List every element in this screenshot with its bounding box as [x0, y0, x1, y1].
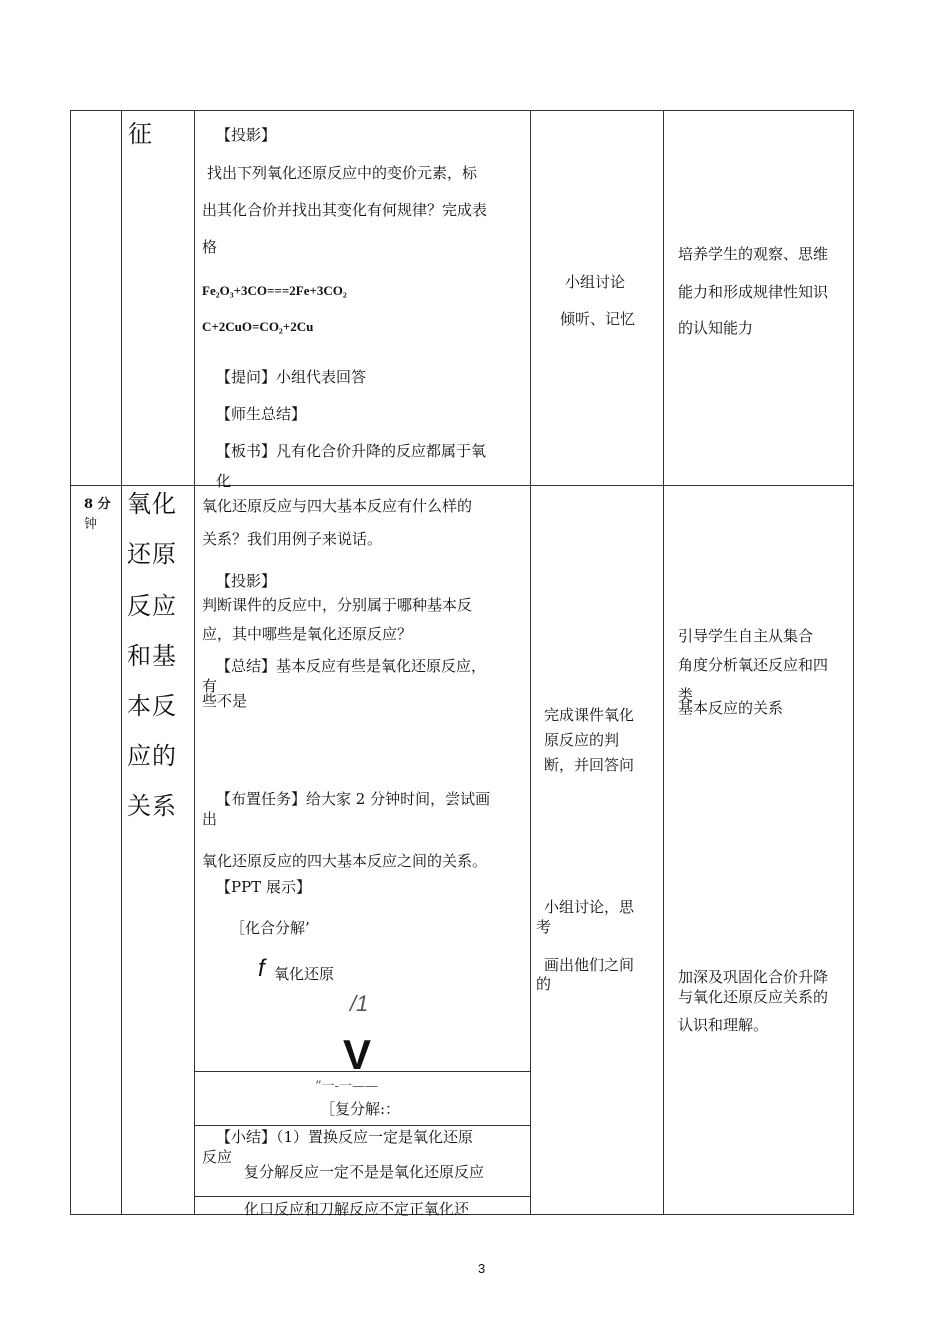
equation-2: C+2CuO=CO₂+2Cu	[202, 319, 314, 334]
col-border	[121, 110, 122, 1215]
row-divider	[70, 485, 854, 486]
col-border	[663, 110, 664, 1215]
document-page: 征 【投影】 找出下列氧化还原反应中的变价元素，标 出其化合价并找出其变化有何规律？完成表 格 Fe₂O₃+3CO===2Fe+3CO₂ C+2CuO=CO₂+2Cu 【提问】小组代表回答 【师生总结】 【板书】凡有化合价升降的反应都属于氧 化 小组讨论 倾听、记忆 培养学生的观察、思维 能力和形成规律性知识 的认知能力 8 分 钟 氧化 还原 反应 和基 本反 应的 关系 氧化还原反应与四大基本反应有什么样的 关系？我们用例子来说话。 【投影】 判断课件的反应中，分别属于哪种基本反 应，其中哪些是氧化还原反应？ 【总结】基本反应有些是氧化还原反应， 有 些不是 【布置任务】给大家 2 分钟时间，尝试画 出 氧化还原反应的四大基本反应之间的关系。 【PPT 展示】 ［化合分解’ f 氧化还原 /1 V ”一-一—— ［复分解:： 【小结】（1）置换反应一定是氧化还原 反应 复分解反应一定不是是氧化还原反应 化口反应和刀解反应不定正氧化还 完成课件氧化 原反应的判 断，并回答问 小组讨论，思 考 画出他们之间 的 引导学生自主从集合 角度分析氧还反应和四 类 基本反应的关系 加深及巩固化合价升降 与氧化还原反应关系的 认识和理解。 3	[0, 0, 950, 1344]
page-number: 3	[478, 1261, 486, 1276]
diagram-glyph: f	[258, 955, 265, 982]
table-top-border	[70, 110, 854, 111]
col-border	[530, 110, 531, 1215]
col-border	[853, 110, 854, 1215]
diagram-glyph: /1	[350, 991, 369, 1016]
row1-topic: 征	[128, 120, 153, 148]
clipped-line: 化口反应和刀解反应不定正氧化还	[244, 1200, 470, 1218]
col-border	[70, 110, 71, 1215]
inner-divider	[194, 1196, 531, 1197]
clipped-line: 反应	[202, 1148, 233, 1166]
col-border	[194, 110, 195, 1215]
inner-divider	[194, 1125, 531, 1126]
equation-1: Fe₂O₃+3CO===2Fe+3CO₂	[202, 283, 347, 298]
diagram-glyph: V	[343, 1031, 372, 1078]
clipped-line: 化	[216, 472, 232, 490]
clipped-line: 类	[678, 686, 694, 704]
ppt-label: 【PPT 展示】	[216, 878, 311, 896]
